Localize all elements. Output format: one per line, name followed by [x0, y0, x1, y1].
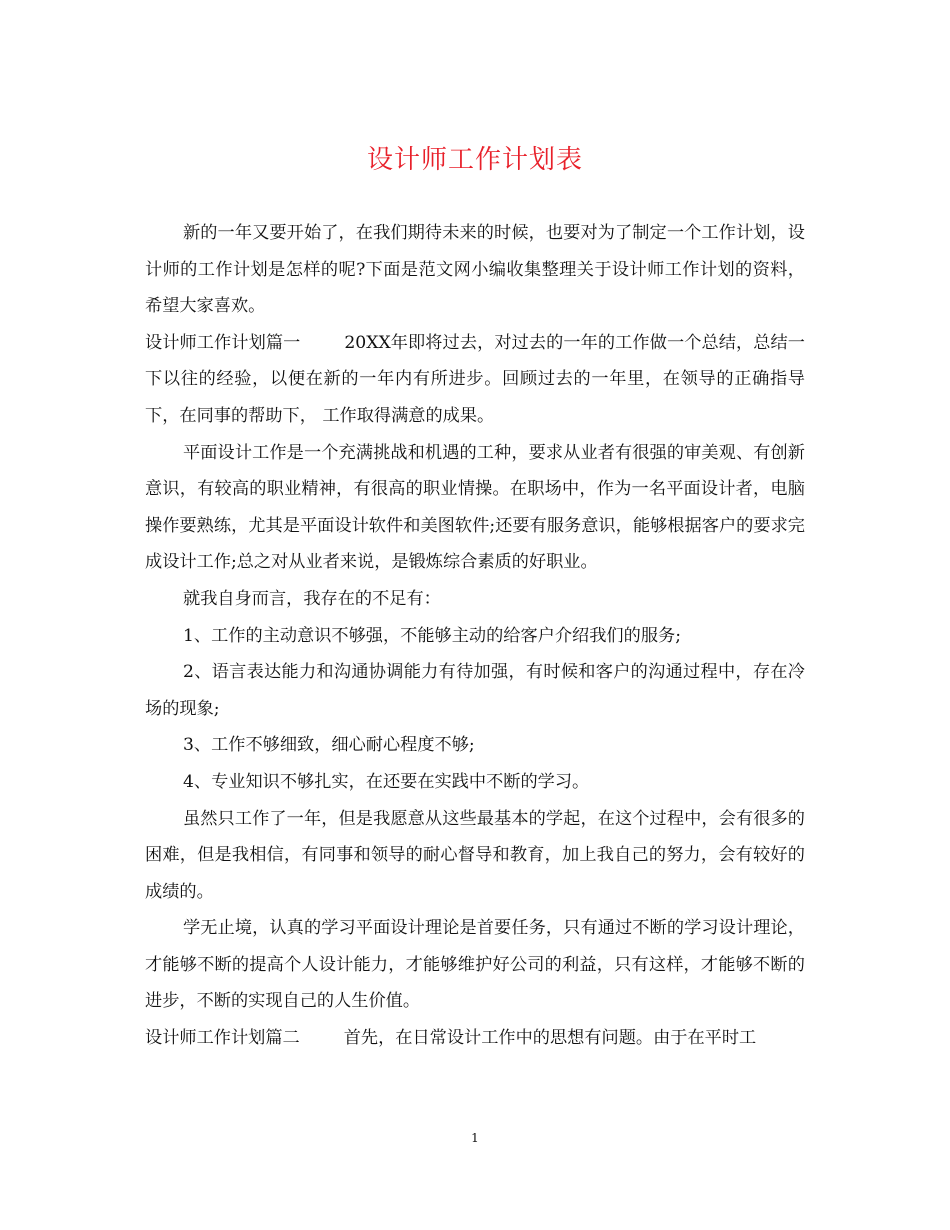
list-item: 1、工作的主动意识不够强，不能够主动的给客户介绍我们的服务;: [183, 625, 681, 646]
list-item: 3、工作不够细致，细心耐心程度不够;: [183, 735, 475, 756]
section-paragraph: [145, 1020, 805, 1057]
document-body: [145, 215, 805, 1057]
paragraph: 虽然只工作了一年，但是我愿意从这些最基本的学起，在这个过程中，会有很多的困难，但是我相信，有同事和领导的耐心督导和教育，加上我自己的努力，会有较好的成绩的。: [145, 808, 805, 902]
section-heading: 设计师工作计划篇一: [145, 332, 301, 353]
paragraph: 学无止境，认真的学习平面设计理论是首要任务，只有通过不断的学习设计理论，才能够不断的提高个人设计能力，才能够维护好公司的利益，只有这样，才能够不断的进步，不断的实现自己的人生价值。: [145, 918, 805, 1012]
list-item: 4、专业知识不够扎实，在还要在实践中不断的学习。: [183, 771, 590, 792]
section-text: 首先，在日常设计工作中的思想有问题。由于在平时工: [343, 1028, 757, 1049]
page-number: 1: [471, 1131, 479, 1145]
section-text: 20XX年即将过去，对过去的一年的工作做一个总结，总结一下以往的经验，以便在新的一年内有所进步。回顾过去的一年里，在领导的正确指导下，在同事的帮助下， 工作取得满意的成果。: [145, 332, 805, 426]
paragraph: 就我自身而言，我存在的不足有：: [183, 588, 441, 609]
list-item: 2、语言表达能力和沟通协调能力有待加强，有时候和客户的沟通过程中，存在冷场的现象;: [145, 662, 805, 719]
section-heading: 设计师工作计划篇二: [145, 1028, 300, 1049]
section-paragraph: [145, 325, 805, 435]
paragraph: 新的一年又要开始了，在我们期待未来的时候，也要对为了制定一个工作计划，设计师的工作计划是怎样的呢?下面是范文网小编收集整理关于设计师工作计划的资料，希望大家喜欢。: [145, 223, 805, 317]
document-title: 设计师工作计划表: [366, 145, 583, 175]
paragraph: 平面设计工作是一个充满挑战和机遇的工种，要求从业者有很强的审美观、有创新意识，有较高的职业精神，有很高的职业情操。在职场中，作为一名平面设计者，电脑操作要熟练，尤其是平面设计软件和美图软件;还要有服务意识，能够根据客户的要求完成设计工作;总之对从业者来说，是锻炼综合素质的好职业。: [145, 442, 805, 573]
